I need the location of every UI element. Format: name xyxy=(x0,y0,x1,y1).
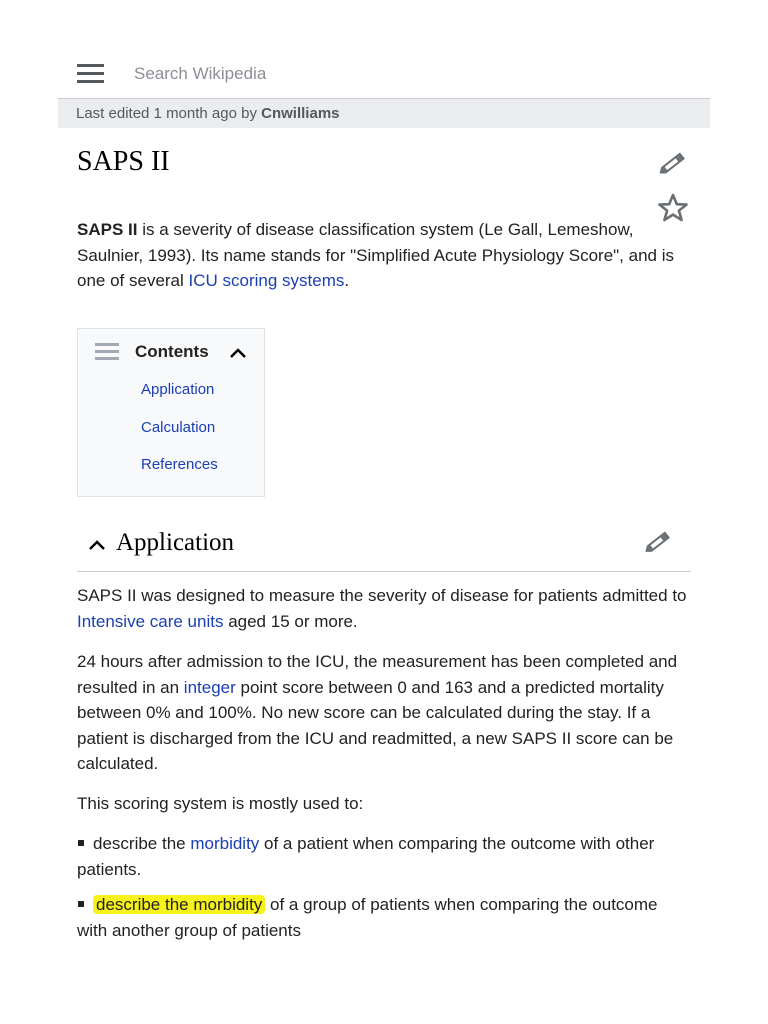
last-editor-link[interactable]: Cnwilliams xyxy=(261,105,340,122)
search-input[interactable] xyxy=(132,60,676,88)
chevron-up-icon[interactable] xyxy=(86,535,108,555)
paragraph-text: 24 hours after admission to the ICU, the measurement has been completed and resulted in an xyxy=(77,652,678,697)
morbidity-link[interactable]: morbidity xyxy=(190,834,260,853)
list-item-text: of a patient when comparing the outcome with other patients. xyxy=(77,834,655,879)
intensive-care-units-link[interactable]: Intensive care units xyxy=(77,611,224,631)
list-item-text: of a group of patients when comparing the outcome with another group of patients xyxy=(77,895,658,940)
icu-scoring-systems-link[interactable]: ICU scoring systems xyxy=(188,271,345,290)
last-edited-text: Last edited 1 month ago by xyxy=(76,105,262,122)
bullet-icon xyxy=(78,840,84,846)
paragraph xyxy=(77,649,692,777)
highlighted-text[interactable]: describe the morbidity xyxy=(93,895,265,914)
table-of-contents xyxy=(77,328,265,497)
section-title[interactable]: Application xyxy=(116,529,235,556)
toc-item-application[interactable]: Application xyxy=(141,381,215,398)
paragraph: This scoring system is mostly used to: xyxy=(77,794,364,813)
page-title: SAPS II xyxy=(77,146,170,177)
lead-paragraph xyxy=(77,217,692,294)
bullet-list xyxy=(77,831,692,953)
bullet-icon xyxy=(78,901,84,907)
lead-text: is a severity of disease classification system (Le Gall, Lemeshow, Saulnier, 1993). Its name stands for "Simplified Acute Physiology Score", and is one of several xyxy=(77,220,674,290)
paragraph-text: aged 15 or more. xyxy=(223,611,358,631)
toc-item-calculation[interactable]: Calculation xyxy=(141,418,216,436)
header-bar xyxy=(58,52,710,96)
chevron-up-icon[interactable] xyxy=(228,343,248,363)
menu-icon[interactable] xyxy=(77,64,104,84)
toc-item-references[interactable]: References xyxy=(141,456,218,473)
list-item-text: describe the xyxy=(93,834,191,853)
paragraph xyxy=(77,583,692,634)
lead-bold-term: SAPS II xyxy=(77,220,138,239)
list-item xyxy=(77,892,692,943)
paragraph-text: point score between 0 and 163 and a predicted mortality between 0% and 100%. No new score can be calculated during the stay. If a patient is discharged from the ICU and readmitted, a new SAPS II score can be calculated. xyxy=(77,677,674,773)
toc-title[interactable]: Contents xyxy=(135,342,209,361)
toc-list xyxy=(141,381,218,494)
integer-link[interactable]: integer xyxy=(183,677,236,697)
toc-icon xyxy=(95,343,119,363)
pencil-icon[interactable] xyxy=(642,527,674,557)
lead-text-end: . xyxy=(344,271,350,290)
list-item xyxy=(77,831,692,882)
section-divider xyxy=(77,571,691,572)
paragraph-text: SAPS II was designed to measure the severity of disease for patients admitted to xyxy=(77,586,687,605)
last-edited-bar[interactable] xyxy=(58,98,710,128)
pencil-icon[interactable] xyxy=(656,148,690,178)
